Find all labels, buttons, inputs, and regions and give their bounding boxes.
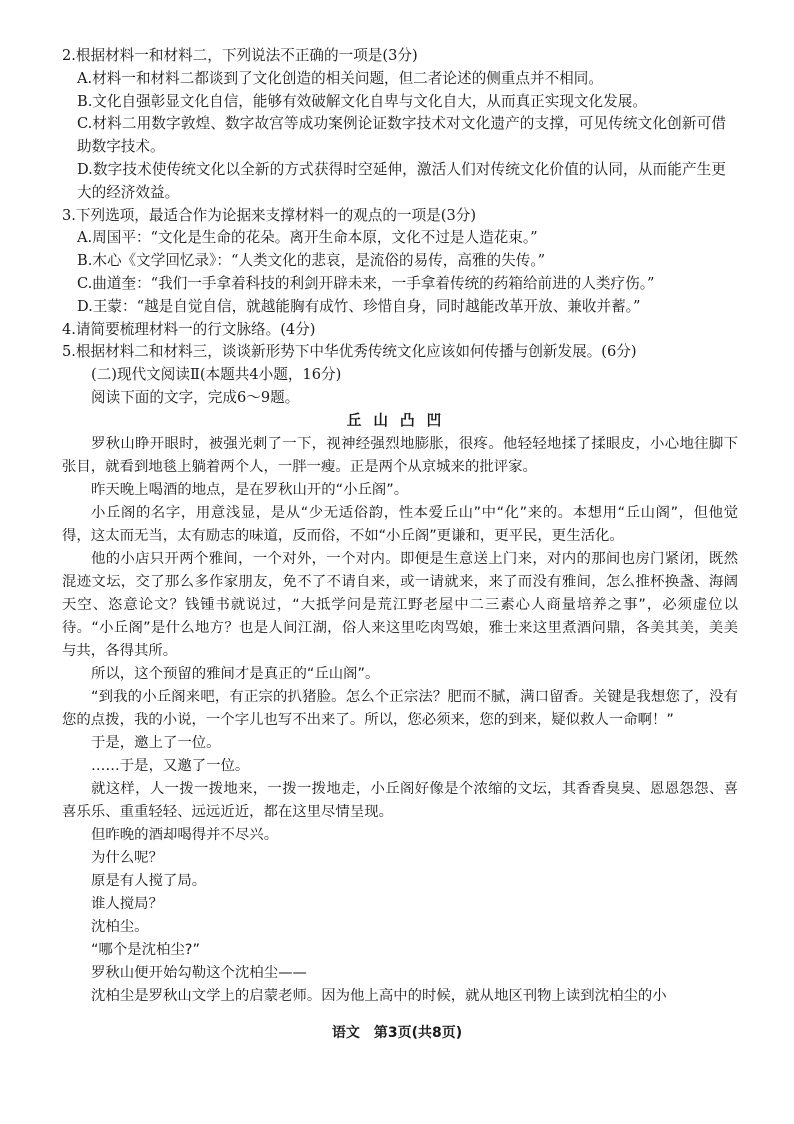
- story-paragraph: 沈柏尘。: [91, 918, 149, 935]
- question-3: [62, 205, 738, 319]
- question-stem: 3.下列选项，最适合作为论据来支撑材料一的观点的一项是(3分): [62, 206, 477, 224]
- section-instruction: 阅读下面的文字，完成6～9题。: [91, 388, 300, 406]
- story-paragraph: 但昨晚的酒却喝得并不尽兴。: [91, 826, 279, 843]
- story-paragraph: 罗秋山睁开眼时，被强光刺了一下，视神经强烈地膨胀，很疼。他轻轻地揉了揉眼皮，小心地往脚下张目，就看到地毯上躺着两个人，一胖一瘦。正是两个从京城来的批评家。: [62, 435, 738, 475]
- option-b: B.木心《文学回忆录》：“人类文化的悲哀，是流俗的易传，高雅的失传。”: [77, 252, 546, 270]
- question-2: [62, 45, 738, 205]
- story-paragraph: “到我的小丘阁来吧，有正宗的扒猪脸。怎么个正宗法？肥而不腻，满口留香。关键是我想您了，没有您的点拨，我的小说，一个字儿也写不出来了。所以，您必须来，您的到来，疑似救人一命啊！”: [62, 688, 738, 728]
- story-paragraph: 为什么呢？: [91, 849, 163, 866]
- page-footer: 语文 第3页(共8页): [331, 1025, 463, 1041]
- option-c: C.材料二用数字敦煌、数字故宫等成功案例论证数字技术对文化遗产的支撑，可见传统文化创新可借助数字技术。: [77, 115, 726, 156]
- story-title: 丘山凸凹: [346, 411, 454, 429]
- story-paragraph: 所以，这个预留的雅间才是真正的“丘山阁”。: [91, 665, 380, 682]
- page-content: [62, 45, 738, 1008]
- option-b: B.文化自强彰显文化自信，能够有效破解文化自卑与文化自大，从而真正实现文化发展。: [77, 92, 647, 110]
- question-stem: 2.根据材料一和材料二，下列说法不正确的一项是(3分): [62, 47, 418, 64]
- story-paragraph: 昨天晚上喝酒的地点，是在罗秋山开的“小丘阁”。: [91, 481, 409, 498]
- story-body: [62, 433, 738, 1008]
- option-d: D.王蒙：“越是自觉自信，就越能胸有成竹、珍惜自身，同时越能改革开放、兼收并蓄。”: [77, 297, 641, 315]
- story-paragraph: 就这样，人一拨一拨地来，一拨一拨地走，小丘阁好像是个浓缩的文坛，其香香臭臭、恩恩怨怨、喜喜乐乐、重重轻轻、远远近近，都在这里尽情呈现。: [62, 780, 738, 820]
- section-heading: (二)现代文阅读Ⅱ(本题共4小题，16分): [91, 366, 342, 384]
- story-paragraph: 原是有人搅了局。: [91, 872, 207, 889]
- story-paragraph: 罗秋山便开始勾勒这个沈柏尘——: [91, 964, 307, 981]
- option-a: A.材料一和材料二都谈到了文化创造的相关问题，但二者论述的侧重点并不相同。: [77, 69, 603, 87]
- option-a: A.周国平：“文化是生命的花朵。离开生命本原，文化不过是人造花束。”: [77, 229, 538, 247]
- question-5: 5.根据材料二和材料三，谈谈新形势下中华优秀传统文化应该如何传播与创新发展。(6分): [62, 343, 637, 361]
- story-paragraph: 谁人搅局？: [91, 895, 163, 912]
- story-paragraph: ……于是，又邀了一位。: [91, 757, 250, 774]
- story-paragraph: “哪个是沈柏尘?”: [91, 941, 200, 958]
- question-4: 4.请简要梳理材料一的行文脉络。(4分): [62, 320, 316, 338]
- option-d: D.数字技术使传统文化以全新的方式获得时空延伸，激活人们对传统文化价值的认同，从而能产生更大的经济效益。: [77, 160, 726, 201]
- story-paragraph: 小丘阁的名字，用意浅显，是从“少无适俗韵，性本爱丘山”中“化”来的。本想用“丘山阁”，但他觉得，这太而无当，太有励志的味道，反而俗，不如“小丘阁”更谦和，更平民，更生活化。: [62, 504, 738, 544]
- story-paragraph: 沈柏尘是罗秋山文学上的启蒙老师。因为他上高中的时候，就从地区刊物上读到沈柏尘的小: [91, 987, 667, 1004]
- story-paragraph: 他的小店只开两个雅间，一个对外，一个对内。即便是生意送上门来，对内的那间也房门紧闭，既然混迹文坛，交了那么多作家朋友，免不了不请自来，或一请就来，来了而没有雅间，怎么推杯换盏、海阔天空、恣意论文？钱锺书就说过，“大抵学问是荒江野老屋中二三素心人商量培养之事”，必须虚位以待。“小丘阁”是什么地方？也是人间江湖，俗人来这里吃肉骂娘，雅士来这里煮酒问鼎，各美其美，美美与共，各得其所。: [62, 550, 738, 659]
- option-c: C.曲道奎：“我们一手拿着科技的利剑开辟未来，一手拿着传统的药箱给前进的人类疗伤。”: [77, 274, 655, 292]
- story-paragraph: 于是，邀上了一位。: [91, 734, 221, 751]
